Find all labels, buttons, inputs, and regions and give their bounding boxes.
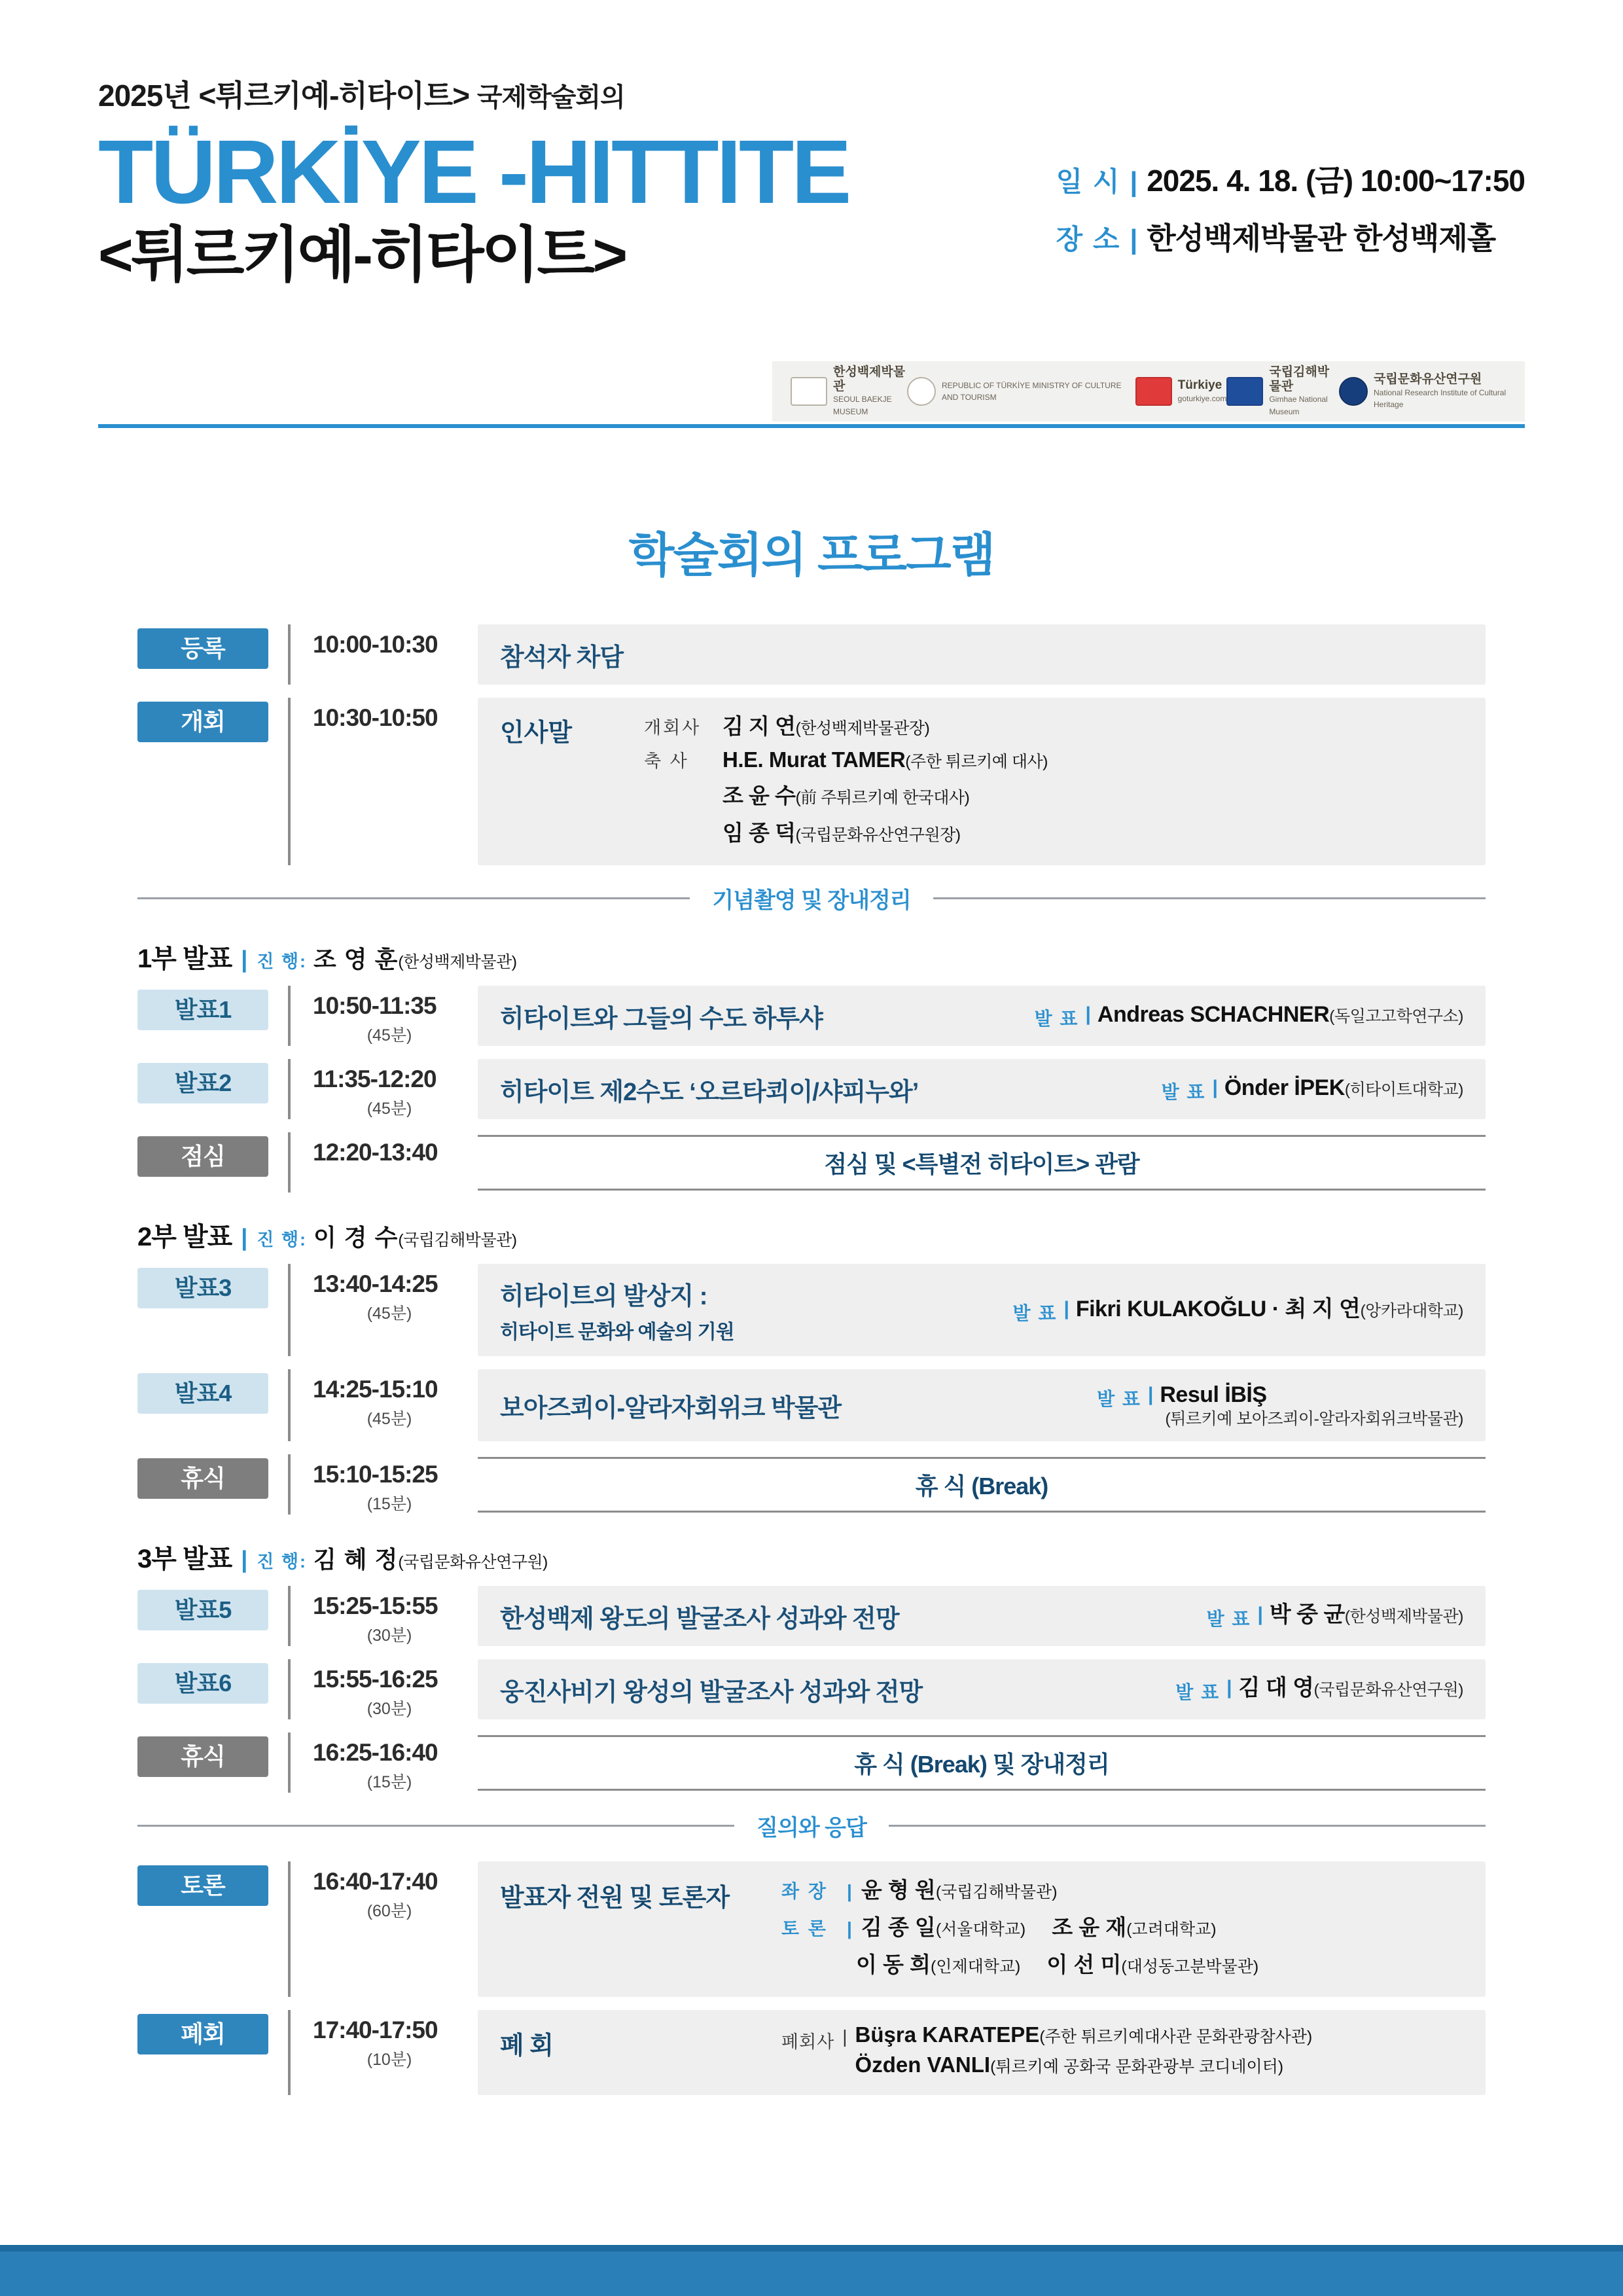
- time-closing: 17:40-17:50: [313, 2017, 438, 2043]
- discussion-aff-1: (서울대학교): [935, 1920, 1026, 1939]
- program-title: 학술회의 프로그램: [628, 529, 995, 582]
- opening-people-list: [644, 709, 1463, 853]
- nrich-mark-icon: [1339, 377, 1368, 406]
- time-registration: 10:00-10:30: [313, 631, 438, 658]
- meta-value-venue: 한성백제박물관 한성백제홀: [1147, 221, 1496, 255]
- badge-session2: 발표2: [137, 1063, 268, 1103]
- schedule-row-session2: [137, 1059, 1486, 1119]
- schedule-row-session6: [137, 1659, 1486, 1719]
- band-qa-label: 질의와 응답: [757, 1816, 866, 1840]
- time-session1: 10:50-11:35: [313, 992, 437, 1019]
- duration-session4: (45분): [366, 1410, 412, 1428]
- part2-name: 2부 발표: [137, 1223, 232, 1251]
- part3-role-label: 진 행:: [257, 1552, 308, 1571]
- opening-person: [644, 709, 1463, 740]
- speaker-label-session5: 발 표: [1206, 1609, 1251, 1629]
- speaker-session1: 발 표 | Andreas SCHACHNER(독일고고학연구소): [1035, 1001, 1463, 1031]
- duration-session6: (30분): [366, 1700, 412, 1718]
- part-heading-3: 3부 발표 | 진 행: 김 혜 정(국립문화유산연구원): [137, 1538, 1486, 1575]
- schedule-row-session4: [137, 1369, 1486, 1441]
- speaker-session2: 발 표 | Önder İPEK(히타이트대학교): [1162, 1074, 1463, 1104]
- discussion-role-1: 토 론: [781, 1918, 828, 1939]
- footer-bar: [0, 2245, 1623, 2296]
- speaker-name-session6: 김 대 영: [1238, 1676, 1314, 1700]
- header-kicker-year: 2025년 <튀르키예-히타이트>: [98, 79, 470, 113]
- badge-closing: 폐회: [137, 2014, 268, 2054]
- time-break2: 16:25-16:40: [313, 1739, 438, 1766]
- part2-host: 이 경 수: [313, 1224, 399, 1251]
- duration-session5: (30분): [366, 1626, 412, 1645]
- footer-accent-line: [0, 2245, 1623, 2251]
- speaker-session4: 발 표 | Resul İBİŞ (튀르키예 보아즈쾨이-알라자회위크박물관): [1097, 1381, 1463, 1429]
- time-discussion: 16:40-17:40: [313, 1868, 438, 1895]
- opening-person: [644, 779, 1463, 810]
- program-schedule: [137, 624, 1486, 2095]
- opening-person-name-3: 임 종 덕: [722, 821, 796, 845]
- closing-bar: |: [842, 2026, 847, 2047]
- title-korean: <튀르키예-히타이트>: [98, 222, 626, 289]
- speaker-session3: 발 표 | Fikri KULAKOĞLU · 최 지 연(앙카라대학교): [1013, 1295, 1463, 1325]
- opening-person-aff-2: (前 주튀르키예 한국대사): [795, 789, 970, 807]
- duration-break2: (15분): [366, 1773, 412, 1791]
- speaker-label-session3: 발 표: [1012, 1302, 1058, 1323]
- logo-label-en-1: REPUBLIC OF TÜRKİYE MINISTRY OF CULTURE AND TOURISM: [942, 380, 1122, 402]
- ministry-mark-icon: [907, 377, 936, 406]
- schedule-row-break1: [137, 1454, 1486, 1515]
- badge-break2: 휴식: [137, 1736, 268, 1777]
- part1-host: 조 영 훈: [313, 946, 399, 973]
- badge-lunch: 점심: [137, 1136, 268, 1177]
- logo-label-ko-0: 한성백제박물관: [833, 365, 906, 393]
- opening-person-role-1: 축 사: [644, 751, 689, 771]
- speaker-name-session5: 박 중 균: [1269, 1602, 1345, 1627]
- speaker-name-session4: Resul İBİŞ: [1160, 1382, 1267, 1408]
- speaker-aff-session6: (국립문화유산연구원): [1313, 1681, 1463, 1699]
- text-break2: 휴 식 (Break) 및 장내정리: [854, 1750, 1109, 1778]
- band-line-right: [933, 897, 1486, 899]
- schedule-row-closing: [137, 2010, 1486, 2095]
- discussion-aff-2: (인제대학교): [930, 1958, 1021, 1976]
- title-opening: 인사말: [500, 719, 573, 747]
- logo-label-en-4: National Research Institute of Cultural Heritage: [1374, 387, 1507, 409]
- speaker-label-session1: 발 표: [1034, 1009, 1079, 1029]
- meta-value-date: 2025. 4. 18. (금) 10:00~17:50: [1147, 164, 1525, 198]
- badge-session6: 발표6: [137, 1663, 268, 1704]
- title-session4: 보아즈쾨이-알라자회위크 박물관: [500, 1394, 842, 1422]
- part3-host-aff: (국립문화유산연구원): [398, 1553, 548, 1571]
- opening-person-aff-3: (국립문화유산연구원장): [795, 826, 961, 844]
- lunch-rule-bottom: [478, 1189, 1486, 1191]
- discussion-people-list: [781, 1873, 1463, 1985]
- part-heading-1: 1부 발표 | 진 행: 조 영 훈(한성백제박물관): [137, 938, 1486, 975]
- part1-role-label: 진 행:: [257, 952, 308, 971]
- time-break1: 15:10-15:25: [313, 1461, 438, 1488]
- speaker-name-session2: Önder İPEK: [1224, 1075, 1345, 1100]
- poster-header: [0, 0, 1623, 432]
- discussion-aff-1b: (고려대학교): [1126, 1920, 1217, 1939]
- meta-separator-venue: |: [1130, 224, 1138, 255]
- badge-break1: 휴식: [137, 1458, 268, 1499]
- title-session6: 웅진사비기 왕성의 발굴조사 성과와 전망: [500, 1678, 923, 1706]
- speaker-label-session2: 발 표: [1161, 1082, 1206, 1102]
- discussion-aff-2b: (대성동고분박물관): [1121, 1958, 1259, 1976]
- part3-name: 3부 발표: [137, 1545, 232, 1573]
- title-discussion: 발표자 전원 및 토론자: [500, 1884, 730, 1912]
- opening-person-name-0: 김 지 연: [722, 714, 796, 738]
- speaker-aff-session2: (히타이트대학교): [1344, 1081, 1463, 1099]
- logo-gimhae-national-museum: [1226, 365, 1339, 418]
- time-lunch: 12:20-13:40: [313, 1139, 438, 1166]
- badge-registration: 등록: [137, 628, 268, 669]
- speaker-session6: 발 표 | 김 대 영(국립문화유산연구원): [1175, 1674, 1463, 1704]
- band-qa: [137, 1810, 1486, 1842]
- band-qa-line-right: [889, 1825, 1486, 1827]
- opening-person-role-0: 개회사: [644, 718, 702, 738]
- speaker-session5: 발 표 | 박 중 균(한성백제박물관): [1207, 1601, 1463, 1631]
- schedule-row-session1: [137, 986, 1486, 1046]
- title-session3: 히타이트의 발상지 :: [500, 1283, 707, 1310]
- text-lunch: 점심 및 <특별전 히타이트> 관람: [824, 1150, 1139, 1177]
- title-session2: 히타이트 제2수도 ‘오르타쾨이/샤피누와’: [500, 1078, 919, 1106]
- speaker-label-session6: 발 표: [1175, 1682, 1221, 1702]
- schedule-row-registration: [137, 624, 1486, 685]
- opening-person-name-1: H.E. Murat TAMER: [722, 747, 906, 772]
- discussion-people-1: 김 종 일: [861, 1915, 936, 1939]
- duration-break1: (15분): [366, 1495, 412, 1513]
- discussion-people-0: 윤 형 원: [861, 1878, 936, 1902]
- closing-people-list: [855, 2022, 1313, 2083]
- discussion-row: [781, 1948, 1463, 1979]
- speaker-label-session4: 발 표: [1097, 1389, 1141, 1410]
- badge-opening: 개회: [137, 702, 268, 742]
- schedule-row-session3: [137, 1264, 1486, 1356]
- closing-role: 폐회사: [781, 2032, 835, 2052]
- part1-name: 1부 발표: [137, 944, 232, 973]
- closing-person-name-0: Büşra KARATEPE: [855, 2022, 1040, 2047]
- event-meta: [1056, 157, 1525, 272]
- schedule-row-break2: [137, 1732, 1486, 1793]
- discussion-row: [781, 1910, 1463, 1941]
- meta-row-date: [1056, 157, 1525, 200]
- opening-person: [644, 816, 1463, 847]
- title-session1: 히타이트와 그들의 수도 하투샤: [500, 1005, 823, 1033]
- meta-label-venue: 장 소: [1056, 224, 1121, 255]
- time-session2: 11:35-12:20: [313, 1066, 437, 1092]
- part1-host-aff: (한성백제박물관): [398, 953, 517, 971]
- speaker-aff-session4: (튀르키예 보아즈쾨이-알라자회위크박물관): [1165, 1409, 1463, 1428]
- closing-person-aff-1: (튀르키예 공화국 문화관광부 코디네이터): [990, 2058, 1284, 2076]
- duration-session3: (45분): [366, 1304, 412, 1323]
- time-opening: 10:30-10:50: [313, 704, 438, 731]
- organizer-logo-strip: [772, 361, 1525, 422]
- discussion-role-0: 좌 장: [781, 1881, 828, 1901]
- logo-nrich: [1339, 372, 1507, 411]
- speaker-name-session3: Fikri KULAKOĞLU · 최 지 연: [1075, 1296, 1361, 1321]
- discussion-people-2b: 이 선 미: [1046, 1952, 1122, 1977]
- meta-row-venue: [1056, 215, 1525, 258]
- badge-discussion: 토론: [137, 1865, 268, 1906]
- gaya-mark-icon: [1226, 377, 1263, 406]
- badge-session3: 발표3: [137, 1268, 268, 1308]
- schedule-row-session5: [137, 1586, 1486, 1646]
- header-kicker: [98, 72, 1525, 115]
- logo-label-ko-3: 국립김해박물관: [1269, 365, 1330, 393]
- time-session5: 15:25-15:55: [313, 1592, 438, 1619]
- closing-person-name-1: Özden VANLI: [855, 2053, 991, 2077]
- break1-rule-bottom: [478, 1511, 1486, 1513]
- time-session6: 15:55-16:25: [313, 1666, 438, 1693]
- logo-label-en-0: SEOUL BAEKJE MUSEUM: [833, 395, 892, 416]
- title-closing: 폐 회: [500, 2032, 553, 2060]
- discussion-row: [781, 1873, 1463, 1904]
- header-divider: [98, 424, 1525, 428]
- badge-session4: 발표4: [137, 1373, 268, 1414]
- duration-closing: (10분): [366, 2051, 412, 2069]
- title-english: TÜRKİYE -HITTITE: [98, 122, 849, 223]
- band-photo-label: 기념촬영 및 장내정리: [712, 888, 911, 913]
- discussion-aff-0: (국립김해박물관): [935, 1883, 1058, 1901]
- speaker-aff-session3: (앙카라대학교): [1360, 1301, 1463, 1320]
- break2-rule-bottom: [478, 1789, 1486, 1791]
- discussion-people-2: 이 동 희: [856, 1952, 931, 1977]
- header-kicker-tail: 국제학술회의: [476, 83, 625, 112]
- schedule-row-lunch: [137, 1132, 1486, 1193]
- opening-person-aff-0: (한성백제박물관장): [795, 719, 930, 738]
- duration-discussion: (60분): [366, 1902, 412, 1920]
- discussion-bar-1: |: [847, 1918, 852, 1939]
- schedule-row-opening: [137, 698, 1486, 865]
- subtitle-session3: 히타이트 문화와 예술의 기원: [500, 1321, 734, 1343]
- meta-label-date: 일 시: [1056, 166, 1121, 197]
- title-registration: 참석자 차담: [500, 643, 624, 672]
- discussion-bar-0: |: [847, 1881, 852, 1901]
- badge-session5: 발표5: [137, 1590, 268, 1630]
- opening-person-aff-1: (주한 튀르키예 대사): [905, 753, 1048, 771]
- logo-turkiye-ministry: [907, 377, 1135, 406]
- speaker-name-session1: Andreas SCHACHNER: [1097, 1002, 1330, 1027]
- duration-session1: (45분): [366, 1026, 412, 1045]
- logo-goturkiye: [1135, 377, 1227, 406]
- schedule-row-discussion: [137, 1861, 1486, 1997]
- band-line-left: [137, 897, 690, 899]
- speaker-aff-session5: (한성백제박물관): [1344, 1607, 1463, 1626]
- logo-seoul-baekje-museum: [791, 365, 907, 418]
- time-session3: 13:40-14:25: [313, 1270, 438, 1297]
- opening-person-name-2: 조 윤 수: [722, 783, 796, 808]
- logo-label-ko-4: 국립문화유산연구원: [1374, 372, 1482, 386]
- duration-session2: (45분): [366, 1100, 412, 1118]
- part2-host-aff: (국립김해박물관): [398, 1231, 517, 1249]
- discussion-people-1b: 조 윤 재: [1052, 1915, 1127, 1939]
- band-photo-session: [137, 882, 1486, 914]
- logo-label-ko-2: Türkiye: [1177, 378, 1222, 392]
- text-break1: 휴 식 (Break): [915, 1472, 1048, 1499]
- part2-role-label: 진 행:: [257, 1230, 308, 1249]
- band-qa-line-left: [137, 1825, 734, 1827]
- museum-mark-icon: [791, 377, 827, 406]
- part3-host: 김 혜 정: [313, 1546, 399, 1573]
- speaker-aff-session1: (독일고고학연구소): [1329, 1007, 1463, 1026]
- opening-person: [644, 747, 1463, 772]
- time-session4: 14:25-15:10: [313, 1376, 438, 1403]
- badge-session1: 발표1: [137, 990, 268, 1030]
- meta-separator-date: |: [1130, 166, 1138, 197]
- logo-label-en-3: Gimhae National Museum: [1269, 395, 1328, 416]
- closing-person-aff-0: (주한 튀르키예대사관 문화관광참사관): [1039, 2028, 1313, 2046]
- logo-label-en-2: goturkiye.com: [1177, 393, 1227, 403]
- goturkiye-mark-icon: [1135, 377, 1172, 406]
- title-session5: 한성백제 왕도의 발굴조사 성과와 전망: [500, 1605, 899, 1633]
- part-heading-2: 2부 발표 | 진 행: 이 경 수(국립김해박물관): [137, 1216, 1486, 1253]
